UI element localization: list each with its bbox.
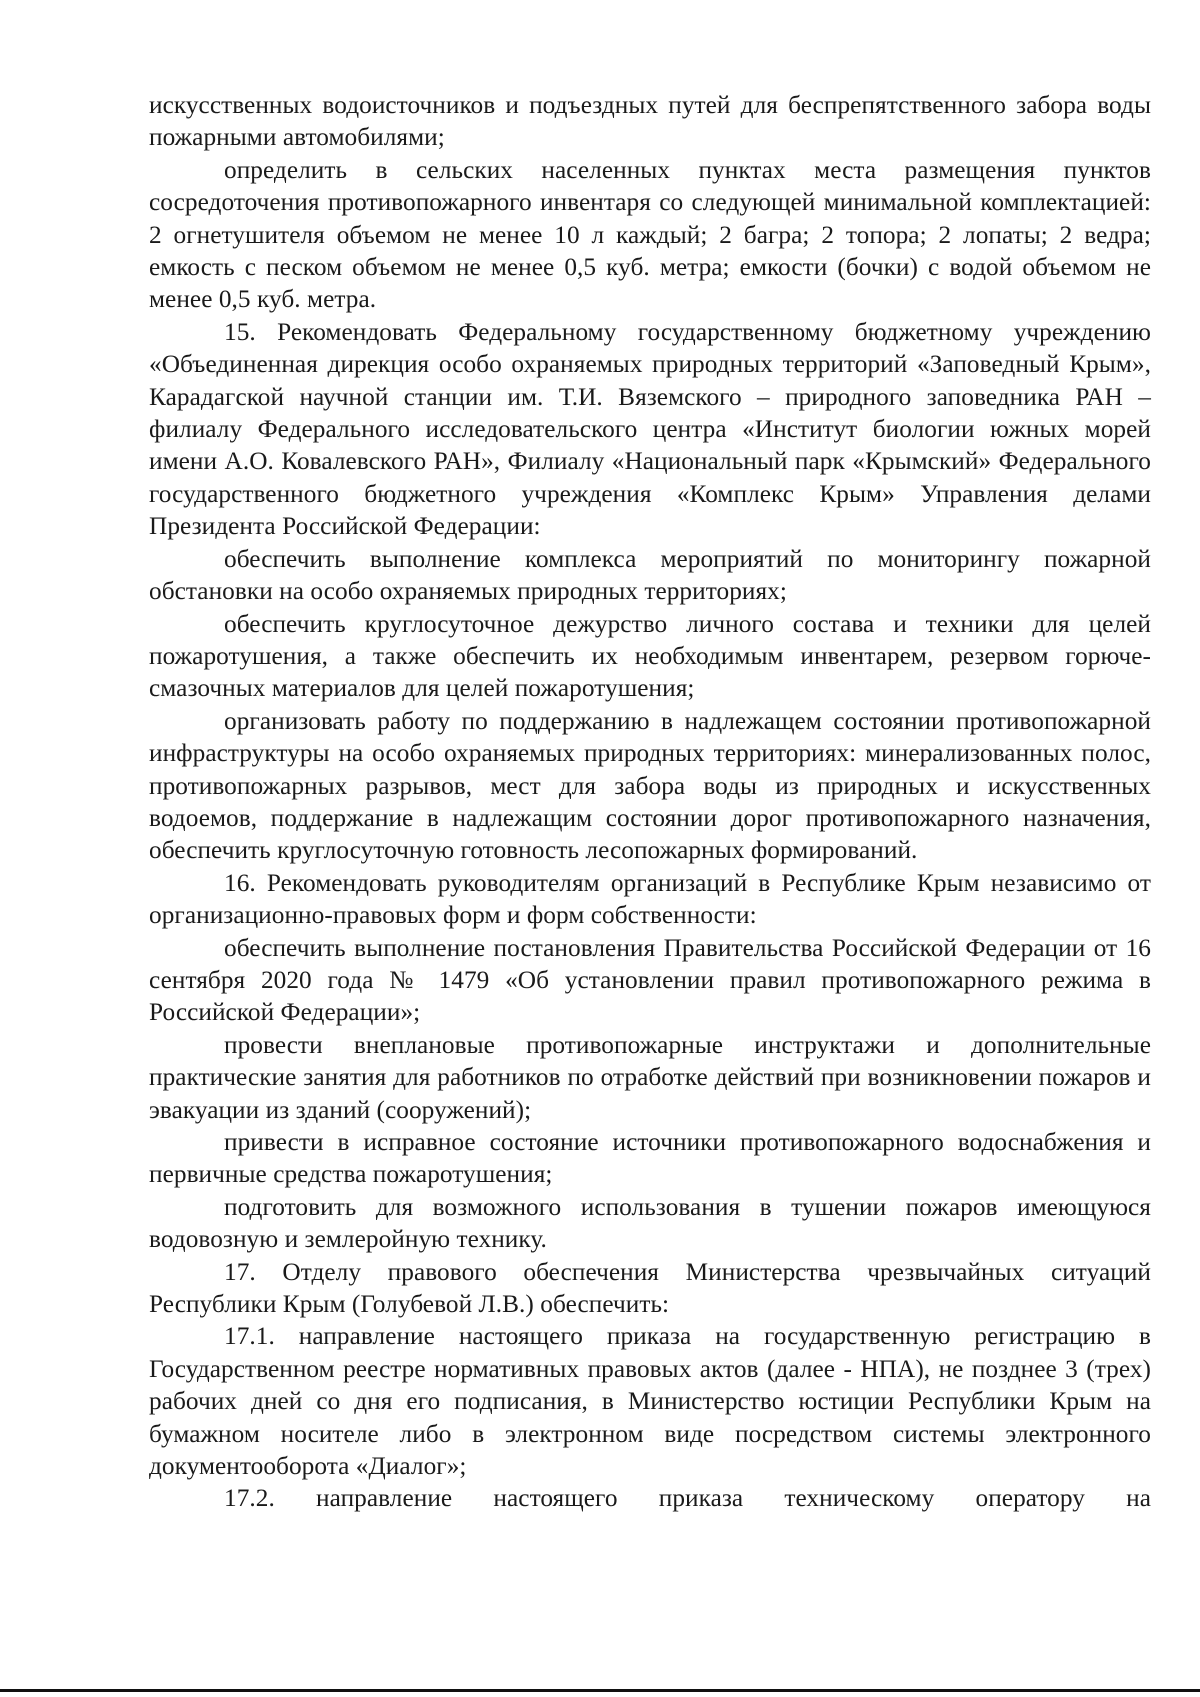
paragraph-duty: обеспечить круглосуточное дежурство личного состава и техники для целей пожаротушения, а также обеспечить их необходимым инвентарем, резервом горюче-смазочных материалов для целей пожаротушения; xyxy=(149,609,1151,703)
document-page xyxy=(149,89,1151,1515)
paragraph-infrastructure: организовать работу по поддержанию в надлежащем состоянии противопожарной инфраструктуры на особо охраняемых природных территориях: минерализованных полос, противопожарных разрывов, мест для забора воды из природных и искусственных водоемов, поддержание в надлежащим состоянии дорог противопожарного назначения, обеспечить круглосуточную готовность лесопожарных формирований. xyxy=(149,706,1151,865)
paragraph-resolution: обеспечить выполнение постановления Правительства Российской Федерации от 16 сентября 2020 года № 1479 «Об установлении правил противопожарного режима в Российской Федерации»; xyxy=(149,933,1151,1027)
paragraph-item-15: 15. Рекомендовать Федеральному государственному бюджетному учреждению «Объединенная дирекция особо охраняемых природных территорий «Заповедный Крым», Карадагской научной станции им. Т.И. Вяземского – природного заповедника РАН – филиалу Федерального исследовательского центра «Институт биологии южных морей имени А.О. Ковалевского РАН», Филиалу «Национальный парк «Крымский» Федерального государственного бюджетного учреждения «Комплекс Крым» Управления делами Президента Российской Федерации: xyxy=(149,317,1151,541)
paragraph-item-17-1: 17.1. направление настоящего приказа на государственную регистрацию в Государственном реестре нормативных правовых актов (далее - НПА), не позднее 3 (трех) рабочих дней со дня его подписания, в Министерство юстиции Республики Крым на бумажном носителе либо в электронном виде посредством системы электронного документооборота «Диалог»; xyxy=(149,1322,1151,1481)
paragraph-equipment: подготовить для возможного использования в тушении пожаров имеющуюся водовозную и землеройную технику. xyxy=(149,1192,1151,1254)
paragraph-continuation: искусственных водоисточников и подъездных путей для беспрепятственного забора воды пожарными автомобилями; xyxy=(149,91,1151,152)
paragraph-item-17: 17. Отделу правового обеспечения Министерства чрезвычайных ситуаций Республики Крым (Голубевой Л.В.) обеспечить: xyxy=(149,1257,1151,1319)
paragraph-water-supply: привести в исправное состояние источники противопожарного водоснабжения и первичные средства пожаротушения; xyxy=(149,1128,1151,1189)
paragraph-rural-fire-inventory: определить в сельских населенных пунктах места размещения пунктов сосредоточения противопожарного инвентаря со следующей минимальной комплектацией: 2 огнетушителя объемом не менее 10 л каждый; 2 багра; 2 топора; 2 лопаты; 2 ведра; емкость с песком объемом не менее 0,5 куб. метра; емкости (бочки) с водой объемом не менее 0,5 куб. метра. xyxy=(149,155,1151,314)
paragraph-briefings: провести внеплановые противопожарные инструктажи и дополнительные практические занятия для работников по отработке действий при возникновении пожаров и эвакуации из зданий (сооружений); xyxy=(149,1030,1151,1124)
paragraph-monitoring: обеспечить выполнение комплекса мероприятий по мониторингу пожарной обстановки на особо охраняемых природных территориях; xyxy=(149,544,1151,606)
paragraph-item-17-2: 17.2. направление настоящего приказа техническому оператору на xyxy=(224,1484,1151,1513)
scan-bottom-edge xyxy=(0,1689,1200,1692)
paragraph-item-16: 16. Рекомендовать руководителям организаций в Республике Крым независимо от организационно-правовых форм и форм собственности: xyxy=(149,868,1151,930)
